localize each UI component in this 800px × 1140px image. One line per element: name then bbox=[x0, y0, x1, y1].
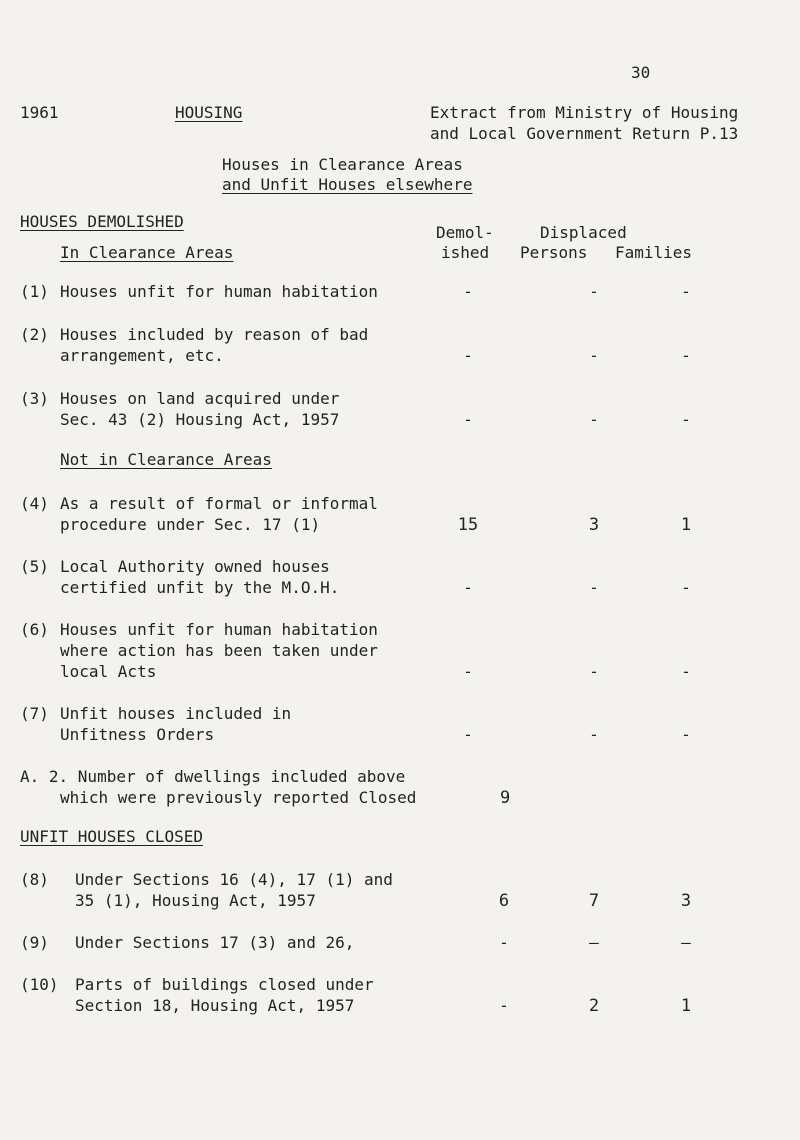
row-persons-value: - bbox=[589, 662, 599, 681]
row-persons-value: 7 bbox=[588, 891, 600, 911]
row-families-value: - bbox=[681, 725, 691, 744]
row-label: Houses included by reason of bad bbox=[60, 325, 369, 344]
row-persons-value: - bbox=[589, 346, 599, 365]
clearance-areas-subheading: In Clearance Areas bbox=[60, 243, 234, 262]
row-demolished-value: - bbox=[499, 996, 509, 1015]
row-number: (10) bbox=[20, 975, 59, 994]
row-demolished-value: 6 bbox=[498, 891, 510, 911]
row-number: (8) bbox=[20, 870, 49, 889]
row-persons-value: - bbox=[589, 282, 599, 301]
row-label: Houses on land acquired under bbox=[60, 389, 340, 408]
row-label: Under Sections 17 (3) and 26, bbox=[75, 933, 355, 952]
row-families-value: - bbox=[681, 346, 691, 365]
page-number: 30 bbox=[631, 63, 651, 82]
closed-heading: UNFIT HOUSES CLOSED bbox=[20, 827, 204, 846]
row-demolished-value: 15 bbox=[457, 515, 479, 535]
row-label: Local Authority owned houses bbox=[60, 557, 330, 576]
row-label: Unfit houses included in bbox=[60, 704, 292, 723]
row-number: (9) bbox=[20, 933, 49, 952]
section-title: HOUSING bbox=[175, 103, 243, 122]
row-demolished-value: - bbox=[463, 578, 473, 597]
row-label: Parts of buildings closed under bbox=[75, 975, 374, 994]
row-label-cont: procedure under Sec. 17 (1) bbox=[60, 515, 321, 534]
row-families-value: — bbox=[681, 933, 691, 952]
row-number: (1) bbox=[20, 282, 49, 301]
not-clearance-areas-subheading: Not in Clearance Areas bbox=[60, 450, 272, 469]
row-persons-value: — bbox=[589, 933, 599, 952]
row-demolished-value: - bbox=[463, 346, 473, 365]
row-label: Houses unfit for human habitation bbox=[60, 282, 378, 301]
col-displaced-header: Displaced bbox=[540, 223, 627, 242]
row-demolished-value: - bbox=[463, 662, 473, 681]
row-persons-value: - bbox=[589, 410, 599, 429]
row-label-cont: Section 18, Housing Act, 1957 bbox=[75, 996, 355, 1015]
col-families-header: Families bbox=[615, 243, 693, 262]
demolished-heading: HOUSES DEMOLISHED bbox=[20, 212, 184, 231]
col-persons-header: Persons bbox=[520, 243, 588, 262]
row-families-value: 3 bbox=[680, 891, 692, 911]
page-title-line1: Houses in Clearance Areas bbox=[222, 155, 463, 174]
row-number: (5) bbox=[20, 557, 49, 576]
row-label-cont: 35 (1), Housing Act, 1957 bbox=[75, 891, 316, 910]
row-demolished-value: - bbox=[463, 282, 473, 301]
row-number: (4) bbox=[20, 494, 49, 513]
row-label-cont: arrangement, etc. bbox=[60, 346, 224, 365]
previously-closed-value: 9 bbox=[500, 788, 511, 808]
source-note-line1: Extract from Ministry of Housing bbox=[430, 103, 739, 122]
row-families-value: 1 bbox=[680, 996, 692, 1016]
row-number: (3) bbox=[20, 389, 49, 408]
row-demolished-value: - bbox=[499, 933, 509, 952]
row-families-value: - bbox=[681, 282, 691, 301]
row-label-cont: Unfitness Orders bbox=[60, 725, 215, 744]
row-label-cont: certified unfit by the M.O.H. bbox=[60, 578, 340, 597]
row-label-cont: local Acts bbox=[60, 662, 157, 681]
row-families-value: - bbox=[681, 410, 691, 429]
row-families-value: - bbox=[681, 578, 691, 597]
previously-closed-note-line2: which were previously reported Closed bbox=[60, 788, 417, 807]
row-demolished-value: - bbox=[463, 410, 473, 429]
report-year: 1961 bbox=[20, 103, 59, 122]
row-persons-value: 2 bbox=[588, 996, 600, 1016]
row-persons-value: 3 bbox=[588, 515, 600, 535]
row-label: As a result of formal or informal bbox=[60, 494, 378, 513]
row-families-value: - bbox=[681, 662, 691, 681]
source-note-line2: and Local Government Return P.13 bbox=[430, 124, 739, 143]
previously-closed-note-line1: A. 2. Number of dwellings included above bbox=[20, 767, 406, 786]
row-demolished-value: - bbox=[463, 725, 473, 744]
row-label-cont: Sec. 43 (2) Housing Act, 1957 bbox=[60, 410, 340, 429]
row-number: (7) bbox=[20, 704, 49, 723]
row-label: Under Sections 16 (4), 17 (1) and bbox=[75, 870, 393, 889]
row-number: (6) bbox=[20, 620, 49, 639]
col-demolished-header-1: Demol- bbox=[436, 223, 494, 242]
row-label: Houses unfit for human habitation bbox=[60, 620, 378, 639]
row-persons-value: - bbox=[589, 578, 599, 597]
page-title-line2: and Unfit Houses elsewhere bbox=[222, 175, 473, 194]
row-label-cont: where action has been taken under bbox=[60, 641, 378, 660]
row-families-value: 1 bbox=[680, 515, 692, 535]
row-persons-value: - bbox=[589, 725, 599, 744]
row-number: (2) bbox=[20, 325, 49, 344]
col-demolished-header-2: ished bbox=[441, 243, 490, 262]
